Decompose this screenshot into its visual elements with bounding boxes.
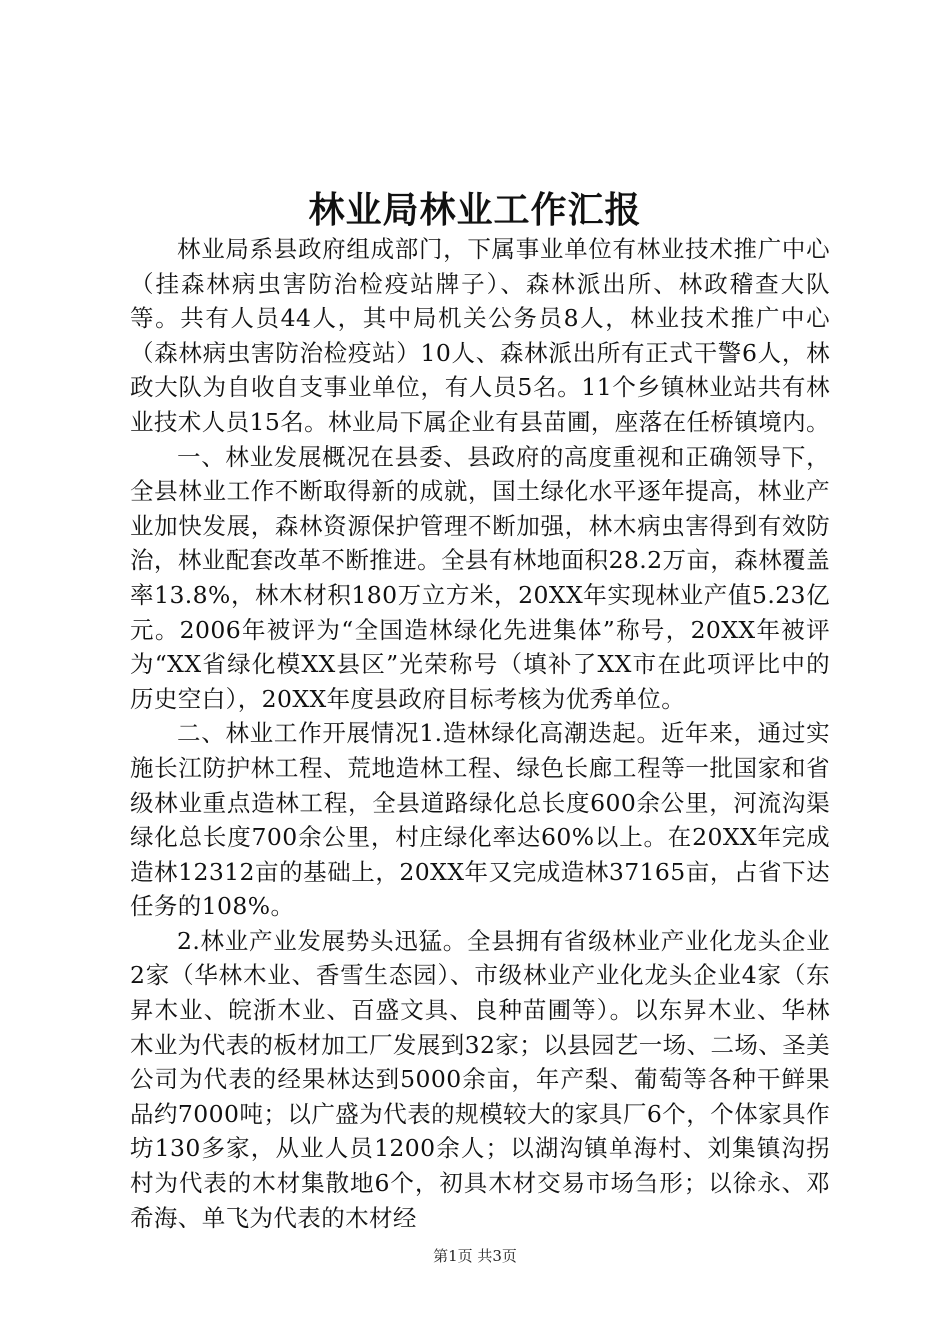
paragraph: 2.林业产业发展势头迅猛。全县拥有省级林业产业化龙头企业2家（华林木业、香雪生态园）、市级林业产业化龙头企业4家（东昇木业、皖浙木业、百盛文具、良种苗圃等）。以东昇木业、华林木业为代表的板材加工厂发展到32家；以县园艺一场、二场、圣美公司为代表的经果林达到5000余亩，年产梨、葡萄等各种干鲜果品约7000吨；以广盛为代表的规模较大的家具厂6个，个体家具作坊130多家，从业人员1200余人；以湖沟镇单海村、刘集镇沟拐村为代表的木材集散地6个，初具木材交易市场刍形；以徐永、邓希海、单飞为代表的木材经 — [130, 926, 830, 1232]
page-number-footer: 第1页 共3页 — [433, 1247, 517, 1265]
paragraph: 一、林业发展概况在县委、县政府的高度重视和正确领导下，全县林业工作不断取得新的成就，国土绿化水平逐年提高，林业产业加快发展，森林资源保护管理不断加强，林木病虫害得到有效防治，林业配套改革不断推进。全县有林地面积28.2万亩，森林覆盖率13.8%，林木材积180万立方米，20XX年实现林业产值5.23亿元。2006年被评为“全国造林绿化先进集体”称号，20XX年被评为“XX省绿化模XX县区”光荣称号（填补了XX市在此项评比中的历史空白），20XX年度县政府目标考核为优秀单位。 — [130, 442, 830, 713]
document-title: 林业局林业工作汇报 — [308, 189, 642, 231]
document-body — [130, 232, 830, 1235]
paragraph: 林业局系县政府组成部门，下属事业单位有林业技术推广中心（挂森林病虫害防治检疫站牌子）、森林派出所、林政稽查大队等。共有人员44人，其中局机关公务员8人，林业技术推广中心（森林病虫害防治检疫站）10人、森林派出所有正式干警6人，林政大队为自收自支事业单位，有人员5名。11个乡镇林业站共有林业技术人员15名。林业局下属企业有县苗圃，座落在任桥镇境内。 — [130, 235, 830, 436]
paragraph: 二、林业工作开展情况1.造林绿化高潮迭起。近年来，通过实施长江防护林工程、荒地造林工程、绿色长廊工程等一批国家和省级林业重点造林工程，全县道路绿化总长度600余公里，河流沟渠绿化总长度700余公里，村庄绿化率达60%以上。在20XX年完成造林12312亩的基础上，20XX年又完成造林37165亩，占省下达任务的108%。 — [130, 719, 830, 921]
